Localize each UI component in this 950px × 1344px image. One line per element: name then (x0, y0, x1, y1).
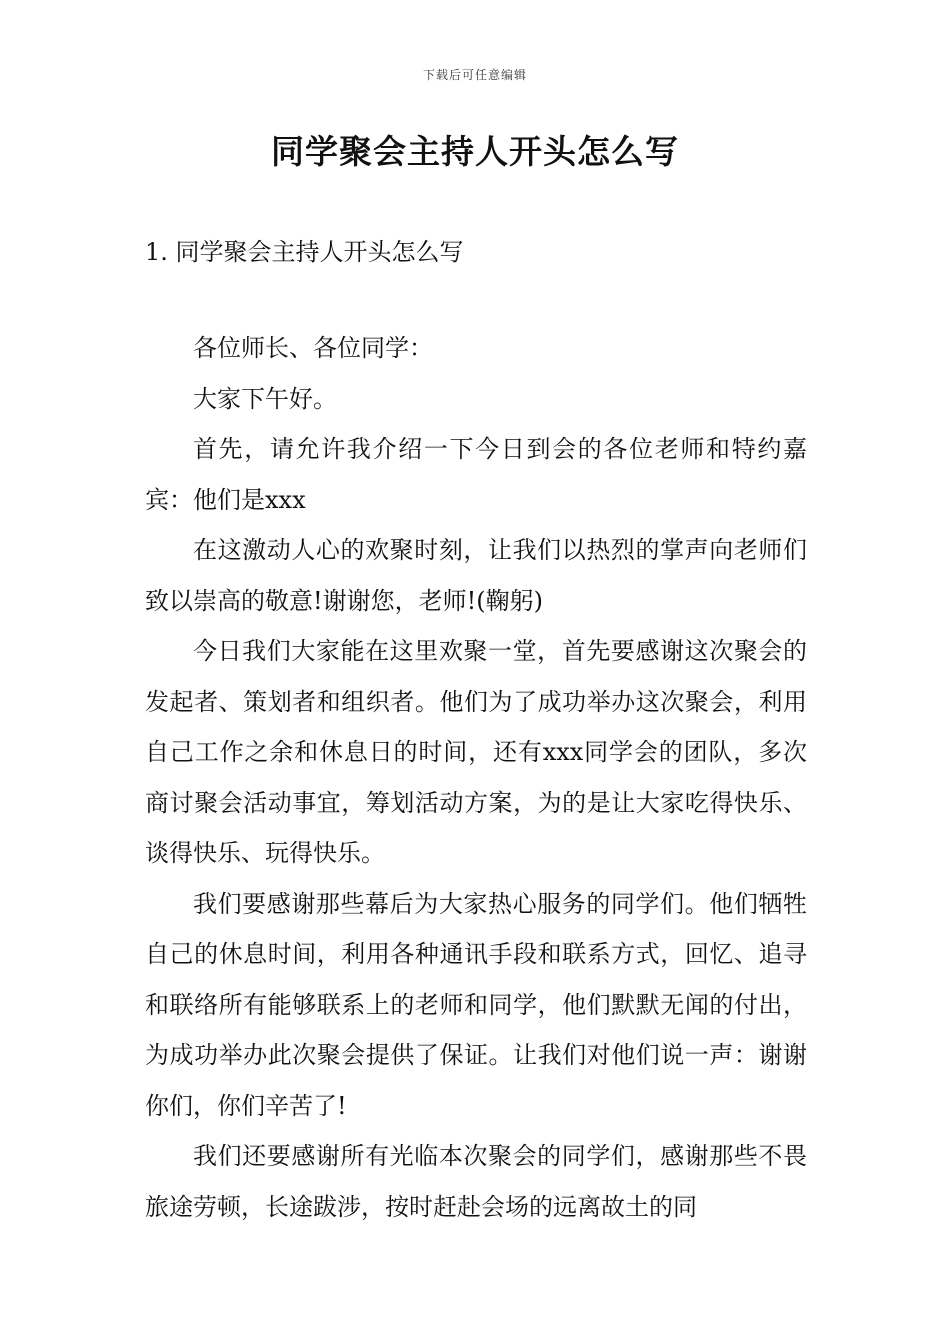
paragraph-thanks-helpers: 我们要感谢那些幕后为大家热心服务的同学们。他们牺牲自己的休息时间，利用各种通讯手段和联系方式，回忆、追寻和联络所有能够联系上的老师和同学，他们默默无闻的付出，为成功举办此次聚会提供了保证。让我们对他们说一声：谢谢你们，你们辛苦了! (145, 889, 807, 1120)
paragraph-greeting: 各位师长、各位同学： (193, 334, 433, 362)
paragraph-thanks-teachers: 在这激动人心的欢聚时刻，让我们以热烈的掌声向老师们致以崇高的敬意!谢谢您，老师!(鞠躬) (145, 536, 807, 615)
document-body (145, 323, 807, 1232)
paragraph-introduction: 首先，请允许我介绍一下今日到会的各位老师和特约嘉宾：他们是xxx (145, 435, 807, 514)
paragraph-thanks-organizers: 今日我们大家能在这里欢聚一堂，首先要感谢这次聚会的发起者、策划者和组织者。他们为了成功举办这次聚会，利用自己工作之余和休息日的时间，还有xxx同学会的团队，多次商讨聚会活动事宜，筹划活动方案，为的是让大家吃得快乐、谈得快乐、玩得快乐。 (145, 637, 807, 867)
document-title: 同学聚会主持人开头怎么写 (271, 132, 679, 171)
paragraph-thanks-attendees: 我们还要感谢所有光临本次聚会的同学们，感谢那些不畏旅途劳顿，长途跋涉，按时赶赴会场的远离故土的同 (145, 1142, 807, 1221)
section-heading: 1. 同学聚会主持人开头怎么写 (145, 238, 464, 266)
header-note: 下载后可任意编辑 (422, 68, 527, 82)
paragraph-good-afternoon: 大家下午好。 (193, 384, 337, 413)
